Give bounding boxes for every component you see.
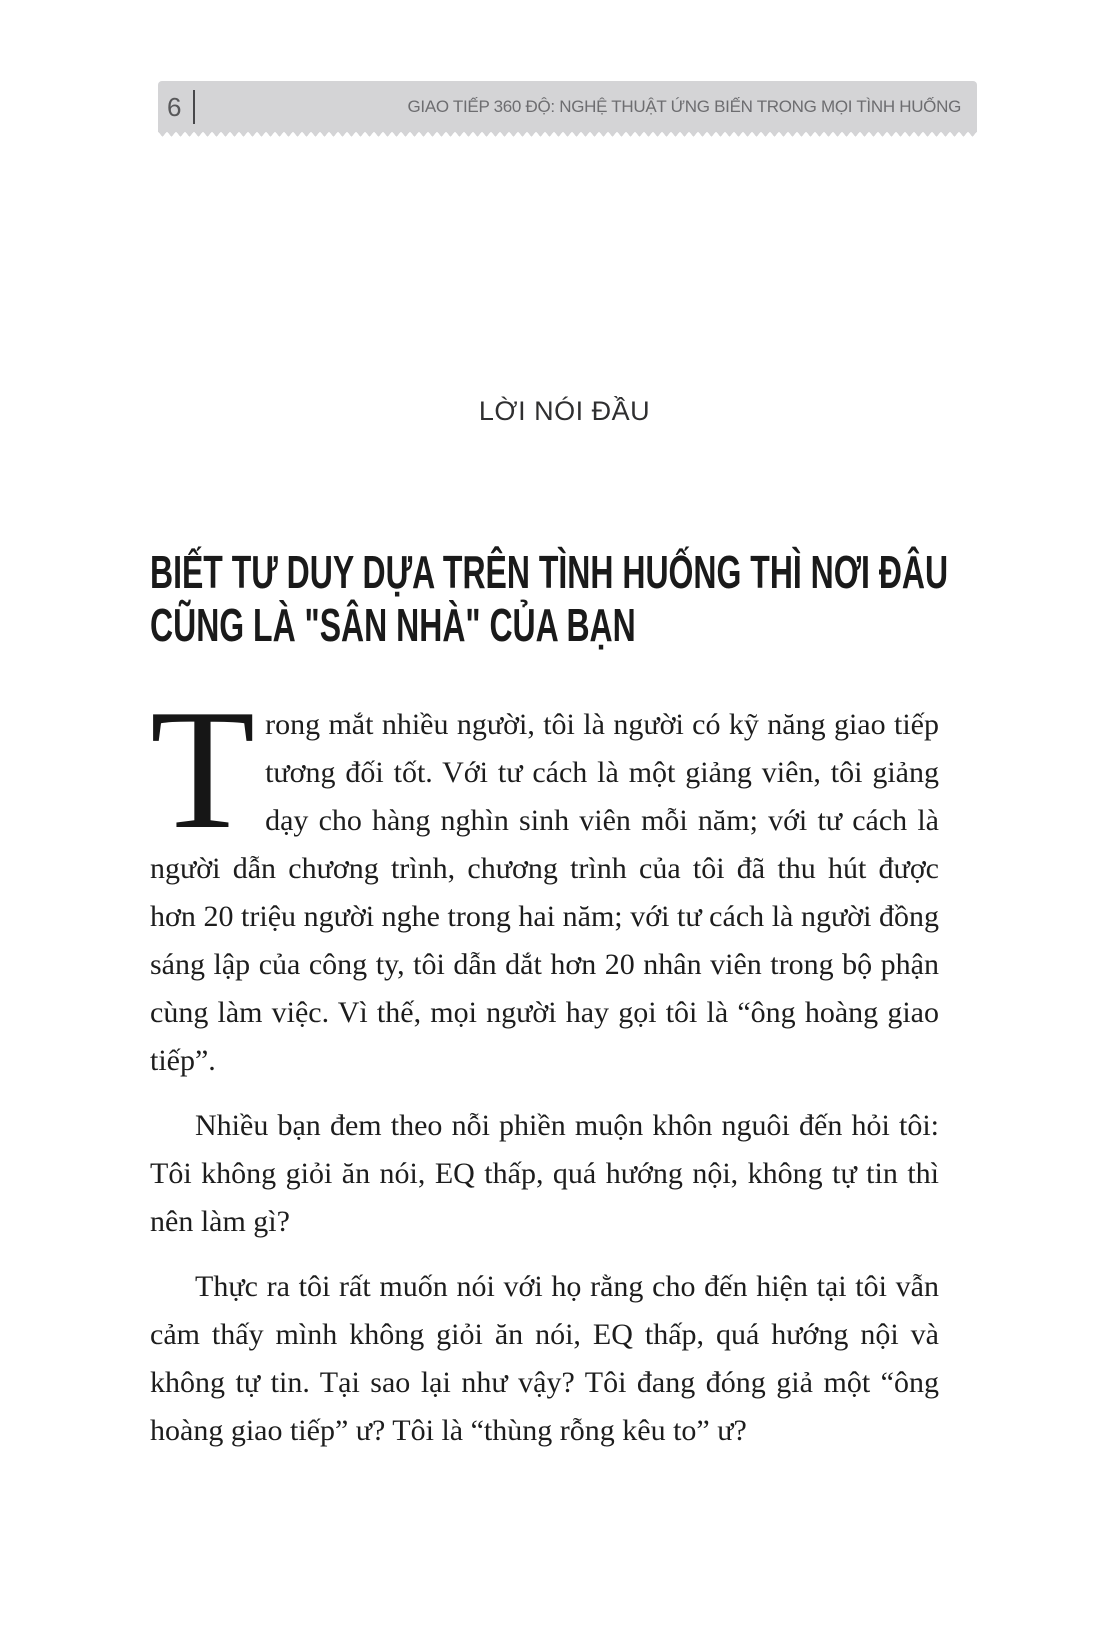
running-title: GIAO TIẾP 360 ĐỘ: NGHỆ THUẬT ỨNG BIẾN TRONG MỌI TÌNH HUỐNG bbox=[407, 96, 961, 116]
paragraph-2: Nhiều bạn đem theo nỗi phiền muộn khôn nguôi đến hỏi tôi: Tôi không giỏi ăn nói, EQ thấp, quá hướng nội, không tự tin thì nên làm gì? bbox=[150, 1109, 939, 1238]
page-number-divider bbox=[193, 90, 195, 124]
paragraph-1-text: rong mắt nhiều người, tôi là người có kỹ năng giao tiếp tương đối tốt. Với tư cách là một giảng viên, tôi giảng dạy cho hàng nghìn sinh viên mỗi năm; với tư cách là người dẫn chương trình, chương trình của tôi đã thu hút được hơn 20 triệu người nghe trong hai năm; với tư cách là người đồng sáng lập của công ty, tôi dẫn dắt hơn 20 nhân viên trong bộ phận cùng làm việc. Vì thế, mọi người hay gọi tôi là “ông hoàng giao tiếp”. bbox=[150, 708, 939, 1077]
preface-kicker: LỜI NÓI ĐẦU bbox=[478, 396, 651, 426]
page-number: 6 bbox=[167, 91, 182, 122]
chapter-title bbox=[150, 547, 949, 656]
chapter-title-line-1: BIẾT TƯ DUY DỰA TRÊN TÌNH HUỐNG THÌ NƠI ĐÂU bbox=[150, 547, 949, 599]
chapter-title-line-2: CŨNG LÀ "SÂN NHÀ" CỦA BẠN bbox=[150, 600, 636, 652]
running-header bbox=[158, 81, 977, 132]
dropcap-letter: T bbox=[150, 675, 256, 865]
body-text bbox=[150, 675, 939, 1472]
paragraph-1 bbox=[150, 675, 939, 1085]
paragraph-3: Thực ra tôi rất muốn nói với họ rằng cho đến hiện tại tôi vẫn cảm thấy mình không giỏi ăn nói, EQ thấp, quá hướng nội và không tự tin. Tại sao lại như vậy? Tôi đang đóng giả một “ông hoàng giao tiếp” ư? Tôi là “thùng rỗng kêu to” ư? bbox=[150, 1270, 939, 1447]
